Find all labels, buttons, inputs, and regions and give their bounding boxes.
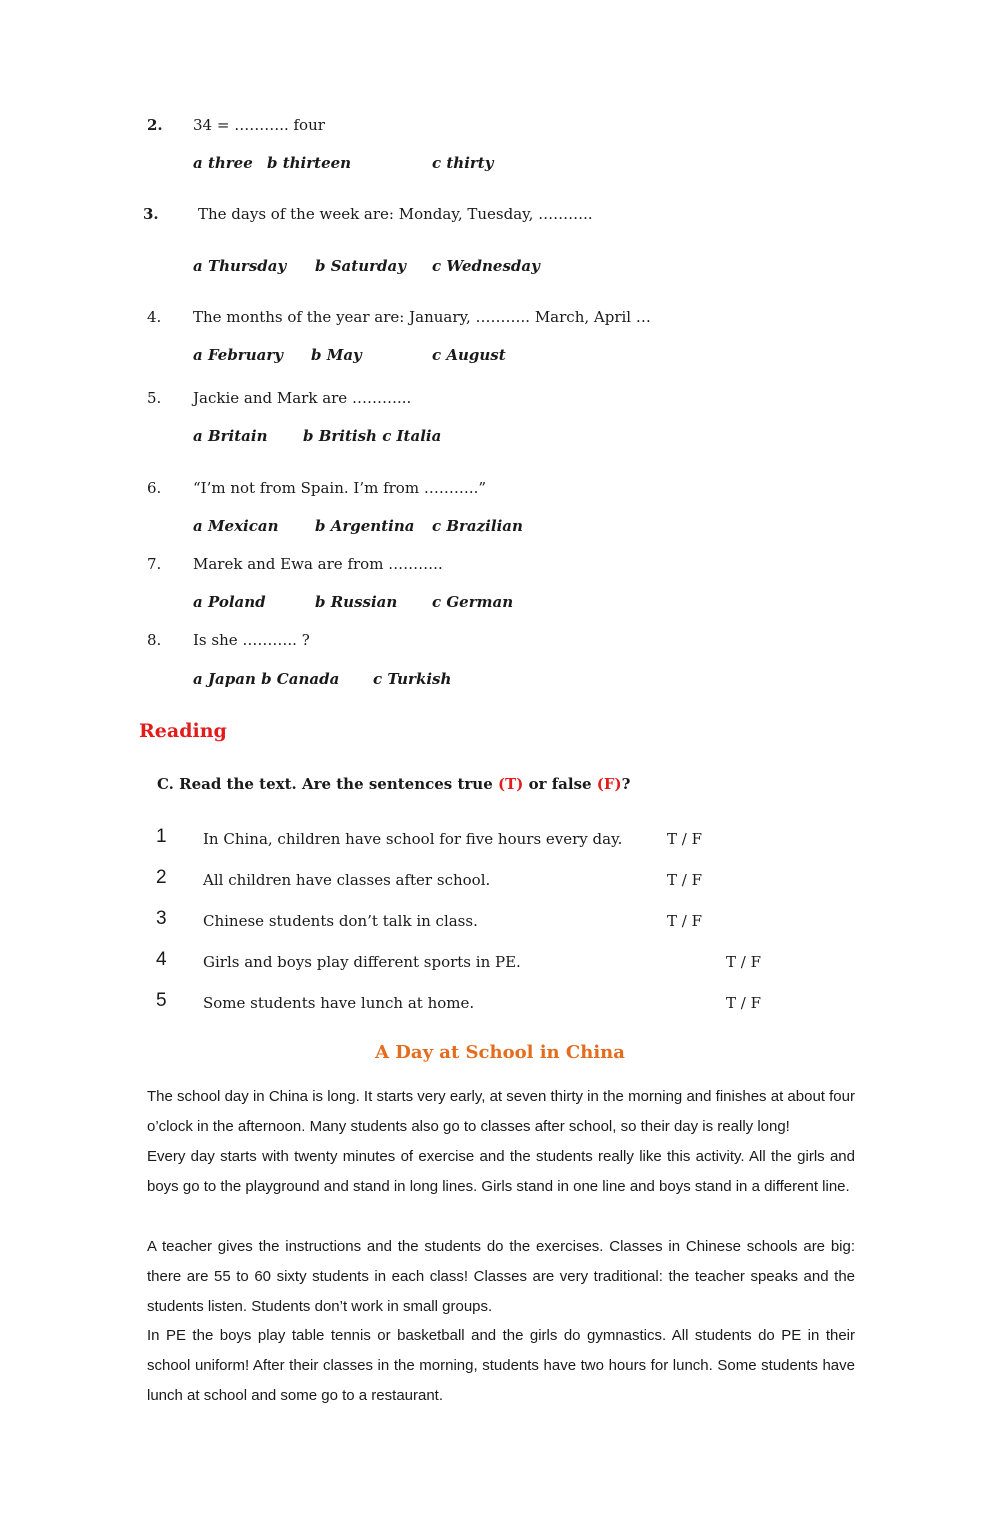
- option-c: c Brazilian: [432, 517, 523, 535]
- question-text: The months of the year are: January, ……….. March, April …: [193, 308, 651, 326]
- true-mark: (T): [497, 775, 524, 793]
- option-a: a Poland: [193, 593, 266, 611]
- statement-number: 1: [156, 826, 167, 847]
- option-b: b Russian: [315, 593, 398, 611]
- question-text: Jackie and Mark are ………...: [193, 389, 412, 407]
- instruction-text: ?: [621, 775, 631, 793]
- statement-text: Girls and boys play different sports in PE.: [203, 953, 521, 971]
- instruction-text: C. Read the text. Are the sentences true: [157, 775, 498, 793]
- true-false-choice[interactable]: T / F: [726, 994, 762, 1012]
- question-number: 8.: [147, 631, 162, 649]
- option-b: b thirteen: [267, 154, 352, 172]
- option-a: a Britain: [193, 427, 268, 445]
- question-number: 4.: [147, 308, 162, 326]
- option-b: b May: [311, 346, 362, 364]
- statement-text: All children have classes after school.: [203, 871, 491, 889]
- option-c: c August: [432, 346, 506, 364]
- story-title: A Day at School in China: [375, 1042, 625, 1063]
- true-false-choice[interactable]: T / F: [726, 953, 762, 971]
- story-paragraph: The school day in China is long. It starts very early, at seven thirty in the morning and finishes at about four o’clock in the afternoon. Many students also go to classes after school, so their day is really long!: [147, 1088, 855, 1135]
- statement-text: Chinese students don’t talk in class.: [203, 912, 478, 930]
- question-text: 34 = ……….. four: [193, 116, 325, 134]
- statement-number: 3: [156, 908, 167, 929]
- option-a: a Japan b Canada: [193, 670, 340, 688]
- question-number: 3.: [143, 205, 159, 223]
- question-text: Marek and Ewa are from ………..: [193, 555, 443, 573]
- option-b: b Saturday: [315, 257, 406, 275]
- statement-text: Some students have lunch at home.: [203, 994, 475, 1012]
- false-mark: (F): [596, 775, 622, 793]
- statement-number: 5: [156, 990, 167, 1011]
- true-false-choice[interactable]: T / F: [667, 871, 703, 889]
- option-c: c thirty: [432, 154, 494, 172]
- option-b: b British c Italia: [303, 427, 442, 445]
- statement-number: 4: [156, 949, 167, 970]
- option-a: a February: [193, 346, 283, 364]
- reading-instruction: [157, 775, 630, 793]
- question-text: “I’m not from Spain. I’m from ………..”: [193, 479, 487, 497]
- true-false-choice[interactable]: T / F: [667, 830, 703, 848]
- statement-number: 2: [156, 867, 167, 888]
- option-a: a three: [193, 154, 253, 172]
- question-number: 2.: [147, 116, 163, 134]
- section-title: Reading: [139, 720, 227, 742]
- option-a: a Mexican: [193, 517, 279, 535]
- instruction-text: or false: [523, 775, 597, 793]
- question-number: 5.: [147, 389, 162, 407]
- question-number: 6.: [147, 479, 162, 497]
- option-a: a Thursday: [193, 257, 287, 275]
- question-text: Is she ……….. ?: [193, 631, 310, 649]
- question-text: The days of the week are: Monday, Tuesday, ………..: [198, 205, 593, 223]
- option-b: b Argentina: [315, 517, 415, 535]
- story-paragraph: A teacher gives the instructions and the students do the exercises. Classes in Chinese schools are big: there are 55 to 60 sixty students in each class! Classes are very traditional: the teacher speaks and the students listen. Students don’t work in small groups.: [147, 1238, 855, 1315]
- question-number: 7.: [147, 555, 162, 573]
- option-c: c Turkish: [373, 670, 452, 688]
- option-c: c Wednesday: [432, 257, 540, 275]
- true-false-choice[interactable]: T / F: [667, 912, 703, 930]
- story-paragraph: Every day starts with twenty minutes of exercise and the students really like this activity. All the girls and boys go to the playground and stand in long lines. Girls stand in one line and boys stand in a different line.: [147, 1148, 855, 1195]
- story-paragraph: In PE the boys play table tennis or basketball and the girls do gymnastics. All students do PE in their school uniform! After their classes in the morning, students have two hours for lunch. Some students have lunch at school and some go to a restaurant.: [147, 1327, 855, 1404]
- option-c: c German: [432, 593, 514, 611]
- statement-text: In China, children have school for five hours every day.: [203, 830, 623, 848]
